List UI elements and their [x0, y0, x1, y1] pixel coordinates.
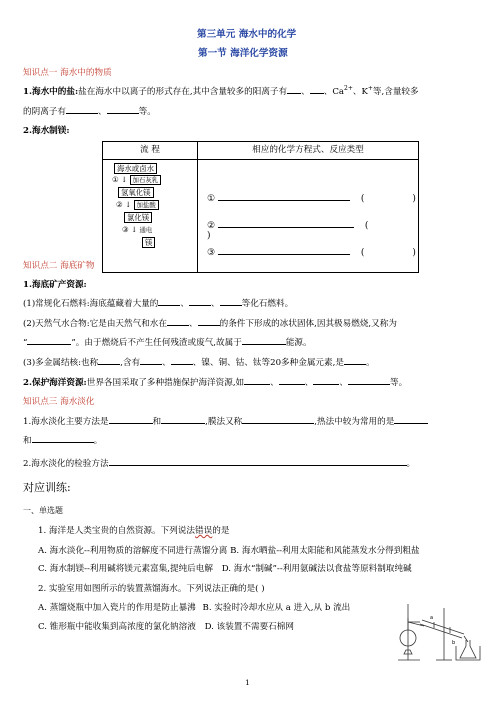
- kp3-para-2: 和 。: [23, 433, 102, 446]
- blank[interactable]: [189, 296, 211, 306]
- blank[interactable]: [198, 316, 220, 326]
- q2-option-c[interactable]: C. 锥形瓶中能收集到高浓度的氯化钠溶液: [38, 622, 196, 632]
- q1-option-b[interactable]: B. 海水晒盐--利用太阳能和风能蒸发水分得到粗盐: [230, 546, 420, 556]
- kp3-label: 知识点三 海水淡化: [23, 397, 95, 407]
- kp2-para-1: (1)常规化石燃料:海底蕴藏着大量的 、 、 等化石燃料。: [23, 296, 293, 309]
- blank[interactable]: [279, 375, 305, 385]
- magnesium-process-table: [102, 141, 419, 273]
- equation-line-3: ③ ( ): [207, 245, 416, 258]
- blank[interactable]: [348, 375, 390, 385]
- flow-step-mg-chloride: 氯化镁: [124, 212, 152, 223]
- blank[interactable]: [244, 375, 270, 385]
- q2-option-b[interactable]: B. 实验时冷却水应从 a 进入,从 b 流出: [202, 603, 351, 613]
- flow-arrow-2: ② ↓ 加盐酸: [116, 200, 159, 210]
- kp1-line3: 2.海水制镁:: [23, 126, 70, 136]
- equation-line-1: ① ( ): [207, 191, 416, 204]
- blank[interactable]: [242, 335, 286, 345]
- blank[interactable]: [161, 414, 205, 424]
- equations-cell: [198, 160, 419, 273]
- flow-diagram-cell: [103, 160, 198, 273]
- kp3-para-3: 2.海水淡化的检验方法 。: [23, 456, 415, 469]
- blank[interactable]: [109, 456, 407, 466]
- label-a: a: [430, 615, 434, 621]
- circle-label: ③: [122, 225, 129, 234]
- q1-option-c[interactable]: C. 海水制镁--利用碱将镁元素富集,提纯后电解: [38, 564, 213, 574]
- blank[interactable]: [310, 84, 324, 94]
- kp2-heading-1: 1.海底矿产资源:: [23, 280, 87, 290]
- flow-diagram: [104, 161, 196, 271]
- practice-heading: 对应训练:: [23, 481, 71, 494]
- kp1-line2: 的阴离子有 、 等。: [23, 104, 156, 117]
- blank[interactable]: [140, 355, 162, 365]
- kp2-para-2b: “ ”。由于燃烧后不产生任何残渣或废气,故属于 能源。: [23, 335, 312, 348]
- blank[interactable]: [27, 335, 71, 345]
- q2-option-a[interactable]: A. 蒸馏烧瓶中加入瓷片的作用是防止暴沸: [38, 603, 196, 613]
- distillation-apparatus-figure: [380, 600, 490, 665]
- circle-label: ②: [116, 200, 123, 209]
- col-header-process: 流 程: [103, 142, 198, 160]
- label-b: b: [452, 640, 456, 646]
- flow-step-mg-hydroxide: 氢氧化镁: [118, 187, 154, 198]
- blank[interactable]: [107, 104, 139, 114]
- equation-blank-2[interactable]: [218, 218, 354, 228]
- question-2-options-ab: [38, 601, 350, 613]
- flow-arrow-3: ③ ↓ 通电: [122, 225, 153, 234]
- blank[interactable]: [313, 375, 339, 385]
- q1-option-d[interactable]: D. 海水“制碱”--利用氨碱法以食盐等原料制取纯碱: [221, 564, 412, 574]
- q1-option-a[interactable]: A. 海水淡化--利用物质的溶解度不同进行蒸馏分离: [38, 546, 228, 556]
- equation-line-2: ② (): [207, 218, 417, 241]
- flow-arrow-1: ① ↓ 加石灰乳: [112, 175, 161, 185]
- blank[interactable]: [158, 296, 180, 306]
- unit-title: 第三单元 海水中的化学: [197, 29, 297, 40]
- kp2-label: 知识点二 海底矿物: [23, 261, 95, 271]
- kp1-line1: 1.海水中的盐:盐在海水中以离子的形式存在,其中含量较多的阳离子有 、 、$Ca^{2+}$、K+等,含量较多: [23, 85, 419, 97]
- emphasis-wrong: 错误: [195, 526, 213, 536]
- blank[interactable]: [287, 84, 301, 94]
- blank[interactable]: [98, 355, 120, 365]
- q2-option-d[interactable]: D. 该装置不需要石棉网: [204, 622, 294, 632]
- blank[interactable]: [167, 316, 189, 326]
- kp3-para-1: 1.海水淡化主要方法是 和 ,膜法又称 ,热法中较为常用的是: [23, 414, 428, 427]
- blank[interactable]: [32, 433, 94, 443]
- kp2-para-4: 2.保护海洋资源:世界各国采取了多种措施保护海洋资源,如 、 、 、 等。: [23, 375, 407, 388]
- question-1-stem: 1. 海洋是人类宝贵的自然资源。下列说法错误的是: [38, 526, 230, 536]
- blank[interactable]: [242, 414, 314, 424]
- section-title: 第一节 海洋化学资源: [198, 48, 288, 59]
- page-number: 1: [245, 678, 250, 687]
- blank[interactable]: [344, 355, 366, 365]
- blank[interactable]: [394, 414, 428, 424]
- kp1-label: 知识点一 海水中的物质: [23, 68, 112, 78]
- col-header-equation: 相应的化学方程式、反应类型: [198, 142, 419, 160]
- flow-step-seawater: 海水或卤水: [114, 163, 157, 174]
- blank[interactable]: [109, 414, 153, 424]
- circle-label: ①: [112, 175, 119, 184]
- blank[interactable]: [66, 104, 98, 114]
- question-1-options-cd: [38, 562, 412, 574]
- question-1-options-ab: [38, 544, 420, 556]
- section-single-choice: 一、单选题: [23, 506, 63, 515]
- question-2-stem: 2. 实验室用如图所示的装置蒸馏海水。下列说法正确的是( ): [38, 584, 265, 594]
- kp2-para-3: (3)多金属结核:也称 ,含有 、 、镍、铜、钴、钛等20多种金属元素,是 。: [23, 355, 375, 368]
- blank[interactable]: [171, 355, 193, 365]
- question-2-options-cd: [38, 620, 294, 632]
- kp1-line1-head: 1.海水中的盐:: [23, 87, 79, 97]
- flow-step-magnesium: 镁: [142, 237, 155, 248]
- equation-blank-3[interactable]: [218, 245, 350, 255]
- kp2-para-2: (2)天然气水合物:它是由天然气和水在 、 的条件下形成的冰状固体,因其极易燃烧,又称为: [23, 316, 397, 329]
- blank[interactable]: [220, 296, 242, 306]
- equation-blank-1[interactable]: [218, 191, 350, 201]
